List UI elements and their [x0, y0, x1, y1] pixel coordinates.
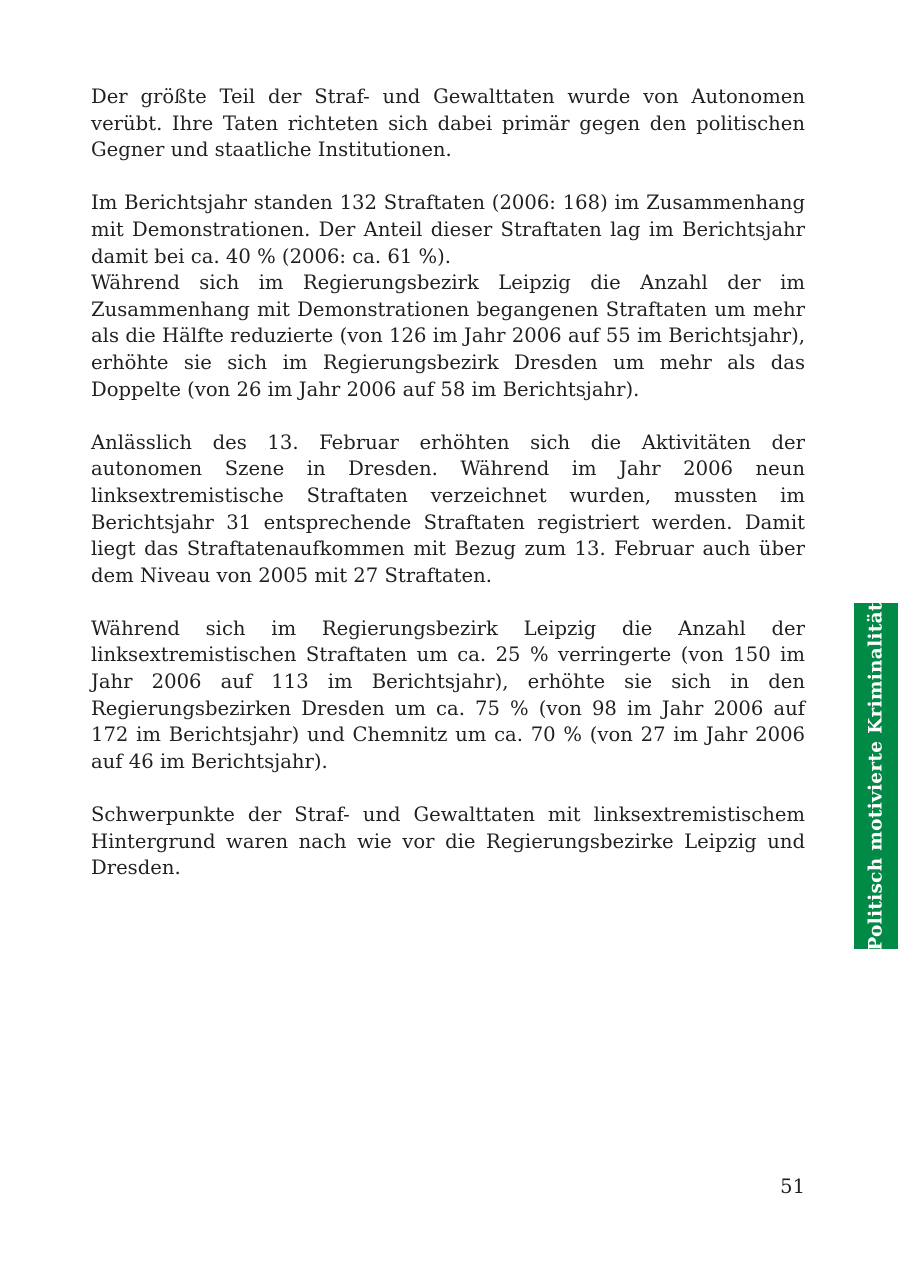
page-number: 51: [780, 1175, 805, 1198]
paragraph-schwerpunkte: Schwerpunkte der Straf- und Gewalttaten mit linksextremistischem Hintergrund waren nach wie vor die Regierungsbezirke Leipzig und Dresden.: [91, 803, 805, 880]
paragraph-13-februar: Anlässlich des 13. Februar erhöhten sich die Aktivitäten der autonomen Szene in Dresden. Während im Jahr 2006 neun linksextremistische Straftaten verzeichnet wurden, mussten im Berichtsjahr 31 entsprechende Straftaten registriert werden. Damit liegt das Straftatenaufkommen mit Bezug zum 13. Februar auch über dem Niveau von 2005 mit 27 Straftaten.: [91, 430, 805, 587]
chapter-side-tab-label: Politisch motivierte Kriminalität: [865, 601, 887, 951]
paragraph-demonstrationen-regierungsbezirke: Während sich im Regierungsbezirk Leipzig die Anzahl der im Zusammenhang mit Demonstrationen begangenen Straftaten um mehr als die Hälfte reduzierte (von 126 im Jahr 2006 auf 55 im Berichtsjahr), erhöhte sie sich im Regierungsbezirk Dresden um mehr als das Doppelte (von 26 im Jahr 2006 auf 58 im Berichtsjahr).: [91, 271, 805, 401]
page-body: [91, 84, 805, 882]
chapter-side-tab: [854, 603, 898, 949]
paragraph-autonome-taten: Der größte Teil der Straf- und Gewalttaten wurde von Autonomen verübt. Ihre Taten richteten sich dabei primär gegen den politischen Gegner und staatliche Institutionen.: [91, 85, 805, 162]
paragraph-demonstrationen-anteil: Im Berichtsjahr standen 132 Straftaten (2006: 168) im Zusammenhang mit Demonstrationen. Der Anteil dieser Straftaten lag im Berichtsjahr damit bei ca. 40 % (2006: ca. 61 %).: [91, 191, 805, 268]
paragraph-regierungsbezirke-entwicklung: Während sich im Regierungsbezirk Leipzig die Anzahl der linksextremistischen Straftaten um ca. 25 % verringerte (von 150 im Jahr 2006 auf 113 im Berichtsjahr), erhöhte sie sich in den Regierungsbezirken Dresden um ca. 75 % (von 98 im Jahr 2006 auf 172 im Berichtsjahr) und Chemnitz um ca. 70 % (von 27 im Jahr 2006 auf 46 im Berichtsjahr).: [91, 616, 805, 773]
